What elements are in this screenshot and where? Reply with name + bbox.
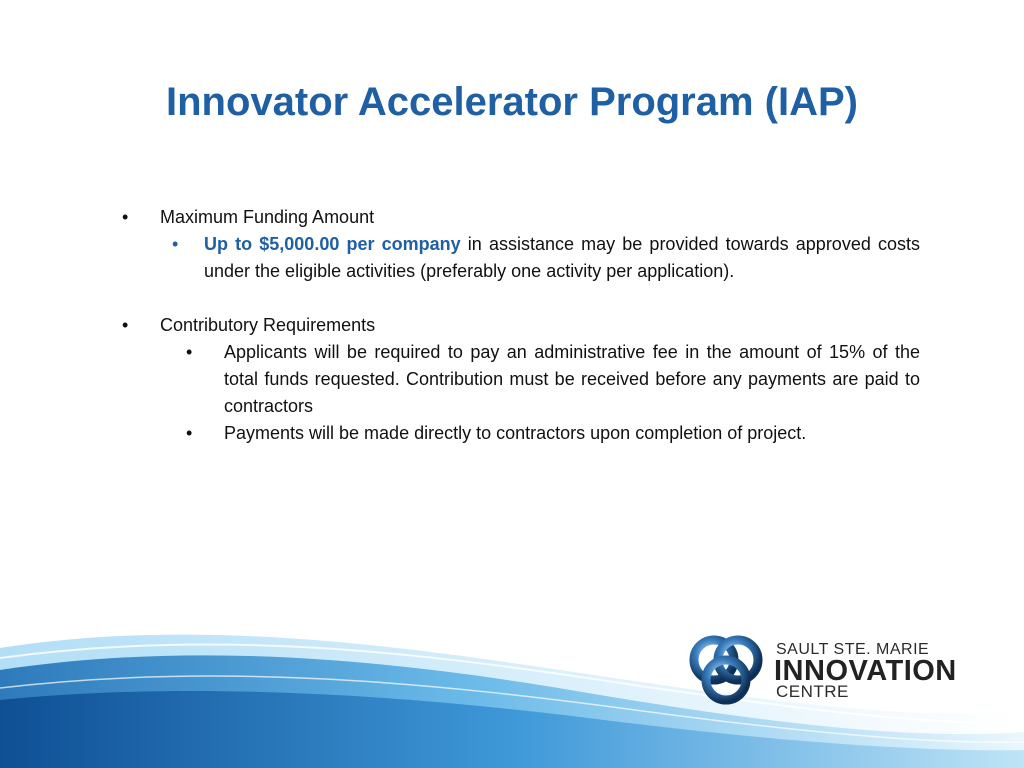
bullet-icon: • xyxy=(122,207,129,227)
section-heading: Contributory Requirements xyxy=(160,315,376,335)
bullet-icon: • xyxy=(186,342,193,362)
bullet-contributory-requirements xyxy=(116,312,920,339)
slide-title: Innovator Accelerator Program (IAP) xyxy=(165,80,858,124)
bullet-icon: • xyxy=(186,423,193,443)
slide-body xyxy=(116,204,920,447)
bullet-icon: • xyxy=(122,315,129,335)
section-heading: Maximum Funding Amount xyxy=(160,207,375,227)
logo-line-3: CENTRE xyxy=(776,682,849,701)
logo-line-2: INNOVATION xyxy=(774,655,957,687)
innovation-centre-logo-icon xyxy=(686,630,766,706)
bullet-maximum-funding xyxy=(116,204,920,231)
payments-text: Payments will be made directly to contractors upon completion of project. xyxy=(224,423,807,443)
sub-bullet-admin-fee xyxy=(116,339,920,420)
admin-fee-text: Applicants will be required to pay an administrative fee in the amount of 15% of the total funds requested. Contribution must be received before any payments are paid to contractors xyxy=(224,342,920,416)
sub-bullet-funding-detail xyxy=(116,231,920,285)
logo-line-1: SAULT STE. MARIE xyxy=(776,641,930,658)
bullet-icon: • xyxy=(172,234,179,254)
sub-bullet-payments xyxy=(116,420,920,447)
funding-highlight: Up to $5,000.00 per company xyxy=(204,234,461,254)
funding-text: in assistance may be provided towards approved costs under the eligible activities (preferably one activity per application). xyxy=(204,234,920,281)
